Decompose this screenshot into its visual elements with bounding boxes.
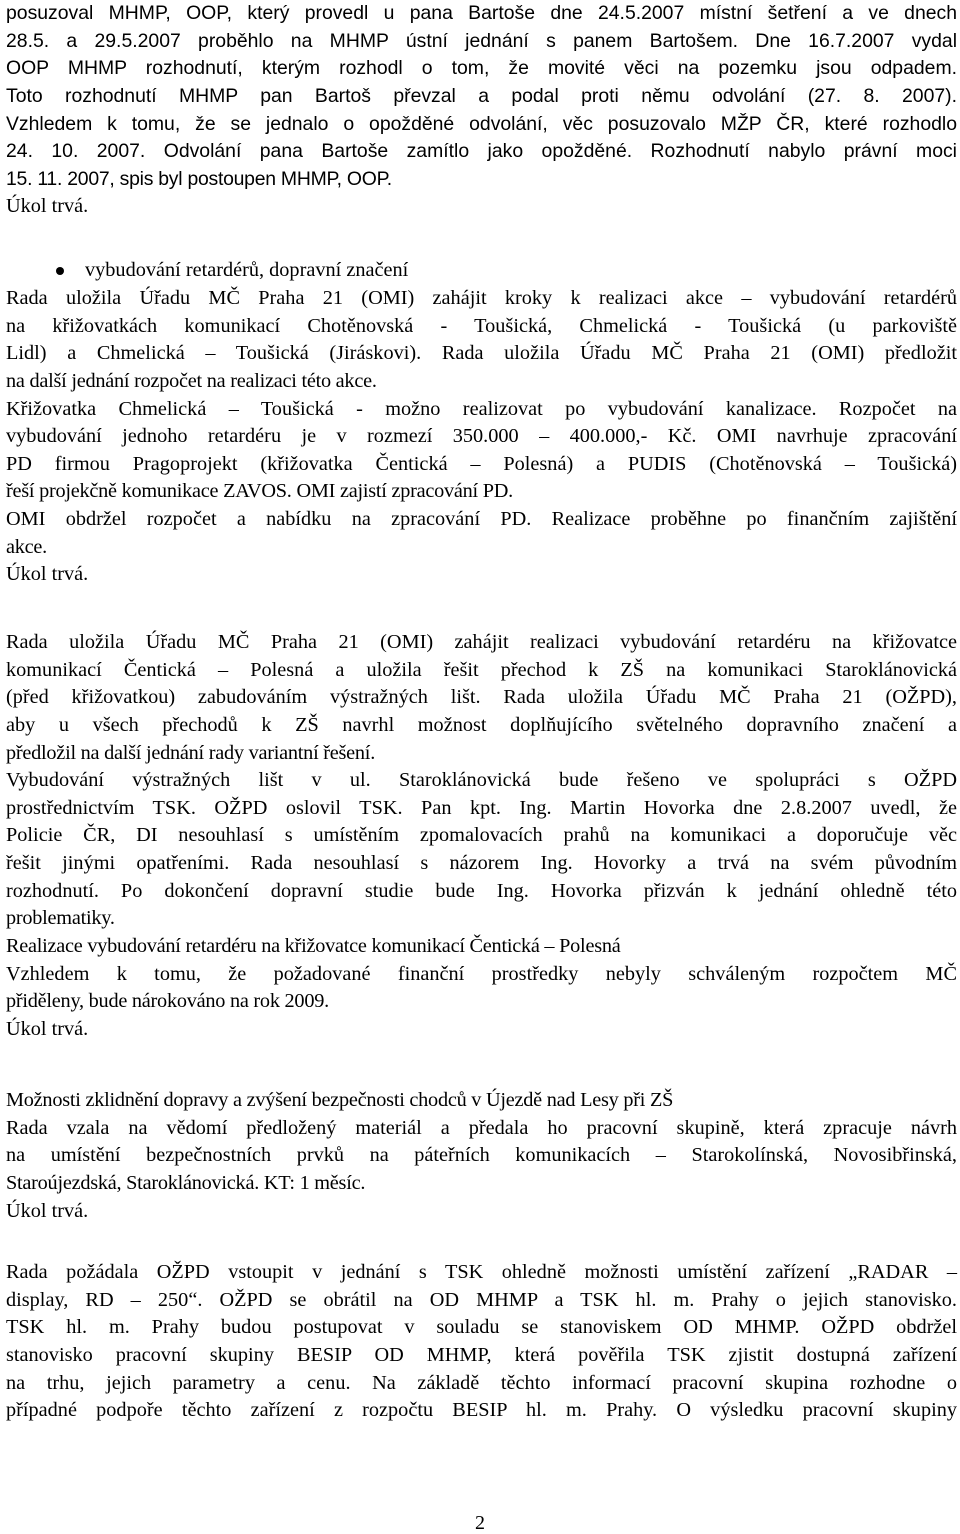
text-line: Rada uložila Úřadu MČ Praha 21 (OMI) zahájit realizaci vybudování retardéru na křižovatce <box>6 631 957 653</box>
paragraph-traffic-calming <box>6 1087 957 1225</box>
bullet-item <box>6 257 957 285</box>
paragraph-school-crossing <box>6 629 957 1044</box>
text-line: na umístění bezpečnostních prvků na páteřních komunikacích – Starokolínská, Novosibřinská, <box>6 1144 957 1167</box>
paragraph-radar-display <box>6 1259 957 1425</box>
bullet-heading: vybudování retardérů, dopravní značení <box>85 259 409 281</box>
text-line: vybudování jednoho retardéru je v rozmezí 350.000 – 400.000,- Kč. OMI navrhuje zpracování <box>6 425 957 448</box>
text-line: Realizace vybudování retardéru na křižovatce komunikací Čentická – Polesná <box>6 935 621 958</box>
text-line: Rada požádala OŽPD vstoupit v jednání s TSK ohledně možnosti umístění zařízení „RADAR – <box>6 1261 957 1283</box>
section-heading: Možnosti zklidnění dopravy a zvýšení bezpečnosti chodců v Újezdě nad Lesy při ZŠ <box>6 1089 674 1111</box>
text-line: (před křižovatkou) zabudováním výstražných lišt. Rada uložila Úřadu MČ Praha 21 (OŽPD), <box>6 686 957 709</box>
text-line: Vybudování výstražných lišt v ul. Staroklánovická bude řešeno ve spolupráci s OŽPD <box>6 769 957 792</box>
text-line: komunikací Čentická – Polesná a uložila řešit přechod k ZŠ na komunikaci Staroklánovická <box>6 658 957 681</box>
text-line: Vzhledem k tomu, že požadované finanční prostředky nebyly schváleným rozpočtem MČ <box>6 962 957 985</box>
text-line: Rada uložila Úřadu MČ Praha 21 (OMI) zahájit kroky k realizaci akce – vybudování retardérů <box>6 287 957 309</box>
text-line: posuzoval MHMP, OOP, který provedl u pana Bartoše dne 24.5.2007 místní šetření a ve dnech <box>6 2 957 24</box>
text-line: aby u všech přechodů k ZŠ navrhl možnost doplňujícího světelného dopravního značení a <box>6 713 957 736</box>
text-line: předložil na další jednání rady variantní řešení. <box>6 741 376 764</box>
text-line: na křižovatkách komunikací Chotěnovská - Toušická, Chmelická - Toušická (u parkoviště <box>6 314 957 337</box>
page-number: 2 <box>475 1512 485 1534</box>
text-line: na další jednání rozpočet na realizaci této akce. <box>6 369 377 392</box>
text-line: akce. <box>6 535 47 558</box>
task-status: Úkol trvá. <box>6 563 89 586</box>
paragraph-bartos-case <box>6 0 957 221</box>
text-line: Staroújezdská, Staroklánovická. KT: 1 měsíc. <box>6 1171 366 1194</box>
text-line: stanovisko pracovní skupiny BESIP OD MHMP, která pověřila TSK zjistit dostupná zařízení <box>6 1343 957 1366</box>
text-line: na trhu, jejich parametry a cenu. Na základě těchto informací pracovní skupina rozhodne o <box>6 1371 957 1394</box>
text-line: Křižovatka Chmelická – Toušická - možno realizovat po vybudování kanalizace. Rozpočet na <box>6 397 957 420</box>
text-line: Rada vzala na vědomí předložený materiál a předala ho pracovní skupině, která zpracuje návrh <box>6 1116 957 1139</box>
text-line: problematiky. <box>6 907 115 930</box>
task-status: Úkol trvá. <box>6 1199 89 1222</box>
text-line: Policie ČR, DI nesouhlasí s umístěním zpomalovacích prahů na komunikaci a doporučuje věc <box>6 824 957 847</box>
text-line: OMI obdržel rozpočet a nabídku na zpracování PD. Realizace proběhne po finančním zajištění <box>6 508 957 531</box>
text-line: rozhodnutí. Po dokončení dopravní studie bude Ing. Hovorka přizván k jednání ohledně této <box>6 879 957 902</box>
text-line: OOP MHMP rozhodnutí, kterým rozhodl o tom, že movité věci na pozemku jsou odpadem. <box>6 57 957 80</box>
paragraph-retarders <box>6 285 957 589</box>
text-line: 28.5. a 29.5.2007 proběhlo na MHMP ústní jednání s panem Bartošem. Dne 16.7.2007 vydal <box>6 29 957 52</box>
bullet-icon <box>56 267 64 275</box>
text-line: 15. 11. 2007, spis byl postoupen MHMP, OOP. <box>6 167 392 190</box>
task-status: Úkol trvá. <box>6 195 89 218</box>
text-line: Vzhledem k tomu, že se jednalo o opožděné odvolání, věc posuzovalo MŽP ČR, které rozhodlo <box>6 112 957 135</box>
text-line: PD firmou Pragoprojekt (křižovatka Čentická – Polesná) a PUDIS (Chotěnovská – Toušická) <box>6 452 957 475</box>
text-line: přiděleny, bude nárokováno na rok 2009. <box>6 990 329 1013</box>
text-line: Toto rozhodnutí MHMP pan Bartoš převzal a podal proti němu odvolání (27. 8. 2007). <box>6 84 957 107</box>
text-line: Lidl) a Chmelická – Toušická (Jiráskovi). Rada uložila Úřadu MČ Praha 21 (OMI) předložit <box>6 342 957 365</box>
text-line: řešit jinými opatřeními. Rada nesouhlasí s názorem Ing. Hovorky a trvá na svém původním <box>6 852 957 875</box>
text-line: 24. 10. 2007. Odvolání pana Bartoše zamítlo jako opožděné. Rozhodnutí nabylo právní moci <box>6 140 957 163</box>
task-status: Úkol trvá. <box>6 1017 89 1040</box>
text-line: TSK hl. m. Prahy budou postupovat v souladu se stanoviskem OD MHMP. OŽPD obdržel <box>6 1316 957 1339</box>
text-line: display, RD – 250“. OŽPD se obrátil na OD MHMP a TSK hl. m. Prahy o jejich stanovisko. <box>6 1288 957 1311</box>
text-line: prostřednictvím TSK. OŽPD oslovil TSK. Pan kpt. Ing. Martin Hovorka dne 2.8.2007 uvedl, že <box>6 796 957 819</box>
text-line: řeší projekčně komunikace ZAVOS. OMI zajistí zpracování PD. <box>6 480 513 503</box>
text-line: případné podpoře těchto zařízení z rozpočtu BESIP hl. m. Prahy. O výsledku pracovní skupiny <box>6 1399 957 1422</box>
